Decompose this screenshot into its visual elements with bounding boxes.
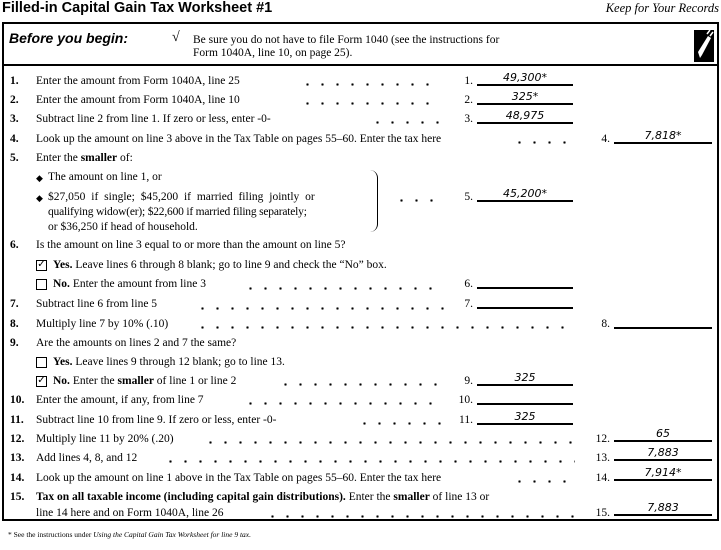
line-text: Add lines 4, 8, and 12: [36, 452, 138, 464]
footnote: [8, 530, 251, 539]
line-label: 4.: [601, 133, 610, 145]
dot-leader: [243, 402, 438, 405]
no-text: Enter the amount from line 3: [72, 278, 206, 290]
dot-leader: [265, 515, 575, 518]
dot-leader: [195, 307, 445, 310]
bold-text: smaller: [80, 152, 118, 164]
keep-for-records: Keep for Your Records: [605, 1, 719, 15]
footnote-text: * See the instructions under: [8, 530, 94, 539]
dot-leader: [300, 102, 440, 105]
dot-leader: [357, 422, 442, 425]
line-text: Enter the amount from Form 1040A, line 25: [36, 75, 240, 87]
line-2-field[interactable]: 325*: [477, 91, 573, 105]
line-text: Subtract line 10 from line 9. If zero or less, enter -0-: [36, 414, 277, 426]
line-label: 6.: [464, 278, 473, 290]
line-number: 10.: [10, 394, 25, 406]
line-number: 5.: [10, 152, 19, 164]
line-text: Enter the amount, if any, from line 7: [36, 394, 204, 406]
line-number: 12.: [10, 433, 25, 445]
bullet-text: $27,050 if single; $45,200 if married filing jointly or: [48, 191, 315, 203]
line-label: 12.: [595, 433, 610, 445]
dot-leader: [195, 326, 575, 329]
line-text: Look up the amount on line 1 above in the Tax Table on pages 55–60. Enter the tax here: [36, 472, 442, 484]
yes-text: Leave lines 9 through 12 blank; go to line 13.: [75, 356, 285, 368]
no-label: No.: [53, 278, 70, 290]
line-label: 5.: [464, 191, 473, 203]
checkmark-icon: √: [172, 30, 180, 45]
text: of:: [117, 152, 133, 164]
line-text: Subtract line 6 from line 5: [36, 298, 158, 310]
line-label: 3.: [464, 113, 473, 125]
line-7-field[interactable]: [477, 295, 573, 309]
bullet-text: The amount on line 1, or: [48, 171, 162, 183]
no-checkbox[interactable]: ✓: [37, 375, 46, 386]
line-label: 10.: [458, 394, 473, 406]
brace: [368, 170, 378, 232]
line-number: 4.: [10, 133, 19, 145]
dot-leader: [370, 121, 445, 124]
yes-checkbox[interactable]: ✓: [37, 259, 46, 270]
yes-text: Leave lines 6 through 8 blank; go to line 9 and check the “No” box.: [75, 259, 387, 271]
dot-leader: [512, 480, 574, 483]
text: Enter the: [36, 152, 81, 164]
line-9-field[interactable]: 325: [477, 372, 573, 386]
line-11-field[interactable]: 325: [477, 411, 573, 425]
yes-checkbox[interactable]: [36, 357, 47, 368]
line-1-field[interactable]: 49,300*: [477, 72, 573, 86]
line-3-field[interactable]: 48,975: [477, 110, 573, 124]
dot-leader: [394, 199, 439, 202]
line-number: 2.: [10, 94, 19, 106]
dot-leader: [512, 141, 574, 144]
line-4-field[interactable]: 7,818*: [614, 130, 712, 144]
dot-leader: [243, 287, 443, 290]
before-text-2: Form 1040A, line 10, on page 25).: [193, 47, 353, 59]
line-15-field[interactable]: 7,883: [614, 502, 712, 516]
line-12-field[interactable]: 65: [614, 428, 712, 442]
no-text: Enter the: [72, 375, 118, 387]
line-number: 7.: [10, 298, 19, 310]
line-number: 15.: [10, 491, 25, 503]
line-number: 3.: [10, 113, 19, 125]
dot-leader: [300, 83, 440, 86]
no-checkbox[interactable]: [36, 279, 47, 290]
bullet-icon: ◆: [36, 193, 43, 203]
worksheet-title: Filled-in Capital Gain Tax Worksheet #1: [2, 0, 273, 16]
bullet-text: qualifying widow(er); $22,600 if married filing separately;: [48, 206, 307, 218]
line-14-field[interactable]: 7,914*: [614, 467, 712, 481]
text: of line 13 or: [429, 491, 490, 503]
line-label: 11.: [459, 414, 473, 426]
line-number: 13.: [10, 452, 25, 464]
pencil-icon: [694, 30, 714, 62]
line-number: 8.: [10, 318, 19, 330]
line-number: 9.: [10, 337, 19, 349]
dot-leader: [163, 460, 575, 463]
line-label: 1.: [464, 75, 473, 87]
line-6-field[interactable]: [477, 275, 573, 289]
line-label: 13.: [595, 452, 610, 464]
before-you-begin-label: Before you begin:: [9, 30, 129, 46]
line-label: 9.: [464, 375, 473, 387]
line-text: Multiply line 11 by 20% (.20): [36, 433, 174, 445]
line-number: 6.: [10, 239, 19, 251]
line-8-field[interactable]: [614, 315, 712, 329]
footnote-italic: Using the Capital Gain Tax Worksheet for line 9 tax.: [93, 530, 251, 539]
no-label: No.: [53, 375, 70, 387]
yes-label: Yes.: [53, 259, 73, 271]
line-label: 8.: [601, 318, 610, 330]
text: Enter the: [345, 491, 394, 503]
line-label: 7.: [464, 298, 473, 310]
line-label: 15.: [595, 507, 610, 519]
dot-leader: [278, 383, 443, 386]
no-text: of line 1 or line 2: [153, 375, 237, 387]
line-text: Are the amounts on lines 2 and 7 the same?: [36, 337, 237, 349]
bullet-text: or $36,250 if head of household.: [48, 221, 198, 233]
bold-text: smaller: [117, 375, 154, 387]
line-label: 14.: [595, 472, 610, 484]
line-10-field[interactable]: [477, 391, 573, 405]
bold-text: Tax on all taxable income (including capital gain distributions).: [36, 491, 346, 503]
line-text: Subtract line 2 from line 1. If zero or less, enter -0-: [36, 113, 271, 125]
line-number: 14.: [10, 472, 25, 484]
line-text: Is the amount on line 3 equal to or more than the amount on line 5?: [36, 239, 346, 251]
line-text: line 14 here and on Form 1040A, line 26: [36, 507, 224, 519]
line-text: Multiply line 7 by 10% (.10): [36, 318, 169, 330]
line-text: [36, 491, 489, 503]
line-number: 11.: [10, 414, 24, 426]
line-5-field[interactable]: 45,200*: [477, 188, 573, 202]
line-text: Look up the amount on line 3 above in the Tax Table on pages 55–60. Enter the tax here: [36, 133, 442, 145]
yes-label: Yes.: [53, 356, 73, 368]
before-text-1: Be sure you do not have to file Form 1040 (see the instructions for: [193, 34, 500, 46]
bullet-icon: ◆: [36, 173, 43, 183]
line-text: [36, 152, 133, 164]
divider: [2, 64, 719, 66]
line-label: 2.: [464, 94, 473, 106]
line-number: 1.: [10, 75, 19, 87]
dot-leader: [203, 441, 575, 444]
line-text: Enter the amount from Form 1040A, line 10: [36, 94, 240, 106]
line-13-field[interactable]: 7,883: [614, 447, 712, 461]
bold-text: smaller: [393, 491, 430, 503]
